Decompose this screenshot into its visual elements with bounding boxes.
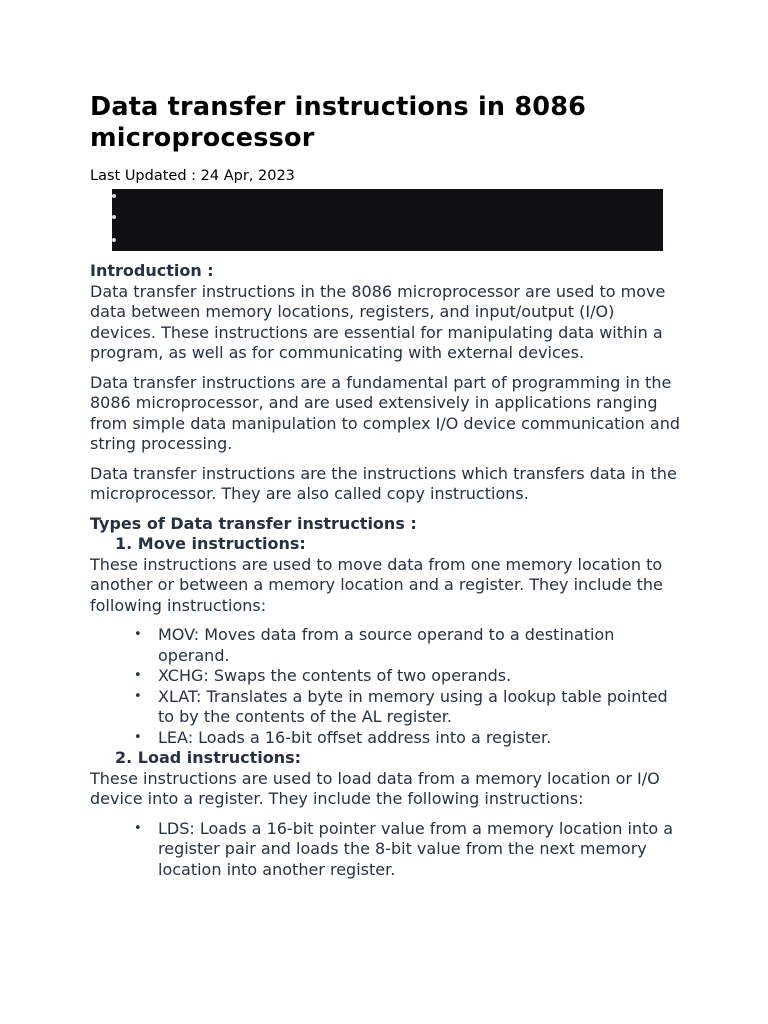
list-item-text: XCHG: Swaps the contents of two operands. xyxy=(158,666,512,685)
section-move-instructions xyxy=(90,534,682,748)
paragraph-2: Data transfer instructions are a fundamental part of programming in the 8086 microprocessor, and are used extensively in applications ranging from simple data manipulation to complex I/O device communication and string processing. xyxy=(90,372,680,453)
dark-banner xyxy=(112,189,663,251)
list-item xyxy=(134,666,682,687)
intro-paragraph: Data transfer instructions in the 8086 microprocessor are used to move data between memory locations, registers, and input/output (I/O) devices. These instructions are essential for manipulating data within a program, as well as for communicating with external devices. xyxy=(90,281,666,362)
bullet-icon: • xyxy=(134,820,142,836)
list-item xyxy=(134,727,682,749)
article-title: Data transfer instructions in 8086 microprocessor xyxy=(90,92,587,153)
bullet-icon: • xyxy=(134,627,142,642)
article xyxy=(90,92,682,880)
section-heading: 2. Load instructions: xyxy=(115,748,302,767)
section-load-instructions xyxy=(90,748,682,880)
list-item xyxy=(134,686,682,728)
banner-bullet-1 xyxy=(112,194,116,198)
paragraph-3: Data transfer instructions are the instructions which transfers data in the microprocessor. They are also called copy instructions. xyxy=(90,463,677,503)
section-description: These instructions are used to load data from a memory location or I/O device into a register. They include the following instructions: xyxy=(90,768,660,808)
bullet-icon: • xyxy=(134,668,142,683)
list-item-text: MOV: Moves data from a source operand to a destination operand. xyxy=(158,625,615,665)
section-heading: 1. Move instructions: xyxy=(115,534,306,553)
list-item-text: LDS: Loads a 16-bit pointer value from a memory location into a register pair and loads the 8-bit value from the next memory location into another register. xyxy=(158,818,674,879)
instruction-list xyxy=(90,819,682,881)
list-item-text: XLAT: Translates a byte in memory using a lookup table pointed to by the contents of the AL register. xyxy=(158,686,668,726)
list-item xyxy=(134,818,682,881)
instruction-list xyxy=(90,625,682,748)
bullet-icon: • xyxy=(134,688,142,704)
list-item-text: LEA: Loads a 16-bit offset address into a register. xyxy=(158,727,552,747)
banner-bullet-2 xyxy=(112,215,116,219)
banner-bullet-3 xyxy=(112,238,116,242)
section-description: These instructions are used to move data from one memory location to another or between a memory location and a register. They include the following instructions: xyxy=(90,554,663,615)
bullet-icon: • xyxy=(134,729,142,745)
types-heading: Types of Data transfer instructions : xyxy=(90,513,417,533)
intro-heading: Introduction : xyxy=(90,261,214,280)
list-item xyxy=(134,625,682,666)
last-updated: Last Updated : 24 Apr, 2023 xyxy=(90,168,295,184)
